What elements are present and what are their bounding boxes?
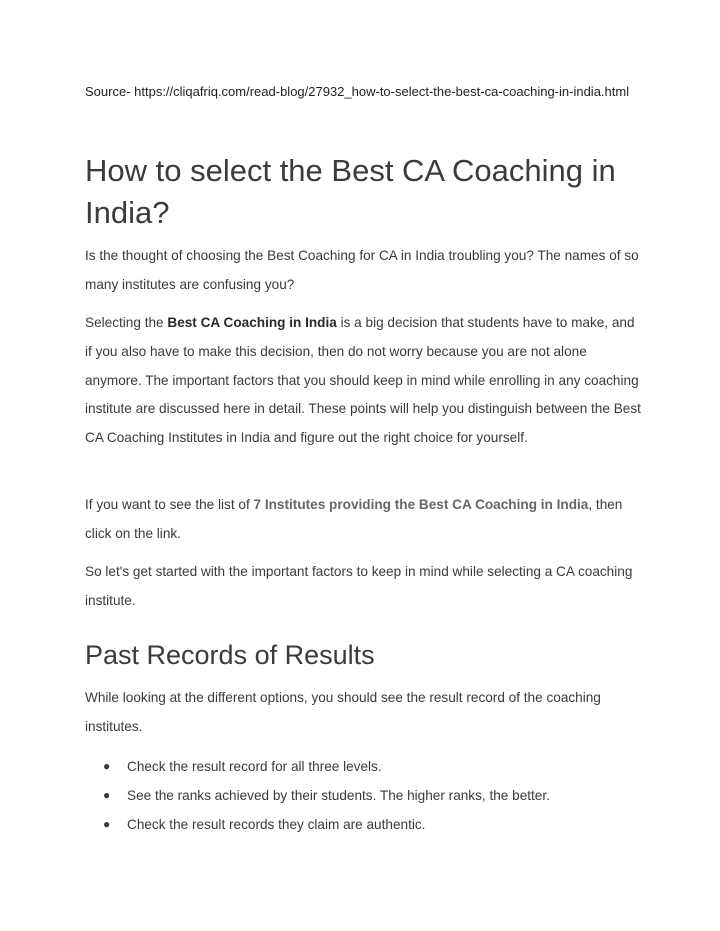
list-item-text: Check the result record for all three levels. — [127, 759, 382, 774]
intro-paragraph: Is the thought of choosing the Best Coaching for CA in India troubling you? The names of so many institutes are confusing you? — [85, 248, 639, 292]
page-title: How to select the Best CA Coaching in India? — [85, 153, 616, 230]
link-paragraph — [85, 491, 645, 549]
selection-text-before: Selecting the — [85, 315, 168, 330]
section-intro-paragraph: While looking at the different options, you should see the result record of the coaching institutes. — [85, 690, 601, 734]
section-heading: Past Records of Results — [85, 640, 375, 670]
link-text-after: , then click on the link. — [85, 497, 623, 541]
list-item-text: Check the result records they claim are authentic. — [127, 817, 426, 832]
bullet-list — [85, 752, 645, 839]
bullet-icon: ● — [103, 788, 111, 802]
get-started-paragraph: So let's get started with the important factors to keep in mind while selecting a CA coaching institute. — [85, 564, 633, 608]
bullet-icon: ● — [103, 817, 111, 831]
selection-text-after: is a big decision that students have to make, and if you also have to make this decision, then do not worry because you are not alone anymore. The important factors that you should keep in mind while enrolling in any coaching institute are discussed here in detail. These points will help you distinguish between the Best CA Coaching Institutes in India and figure out the right choice for yourself. — [85, 315, 641, 446]
selection-paragraph — [85, 309, 645, 453]
bullet-icon: ● — [103, 759, 111, 773]
institutes-list-link[interactable]: 7 Institutes providing the Best CA Coaching in India — [253, 497, 589, 512]
list-item — [85, 781, 645, 810]
list-item-text: See the ranks achieved by their students. The higher ranks, the better. — [127, 788, 550, 803]
list-item — [85, 810, 645, 839]
source-line: Source- https://cliqafriq.com/read-blog/27932_how-to-select-the-best-ca-coaching-in-india.html — [85, 84, 630, 99]
selection-bold-text: Best CA Coaching in India — [167, 315, 337, 330]
list-item — [85, 752, 645, 781]
link-text-before: If you want to see the list of — [85, 497, 254, 512]
